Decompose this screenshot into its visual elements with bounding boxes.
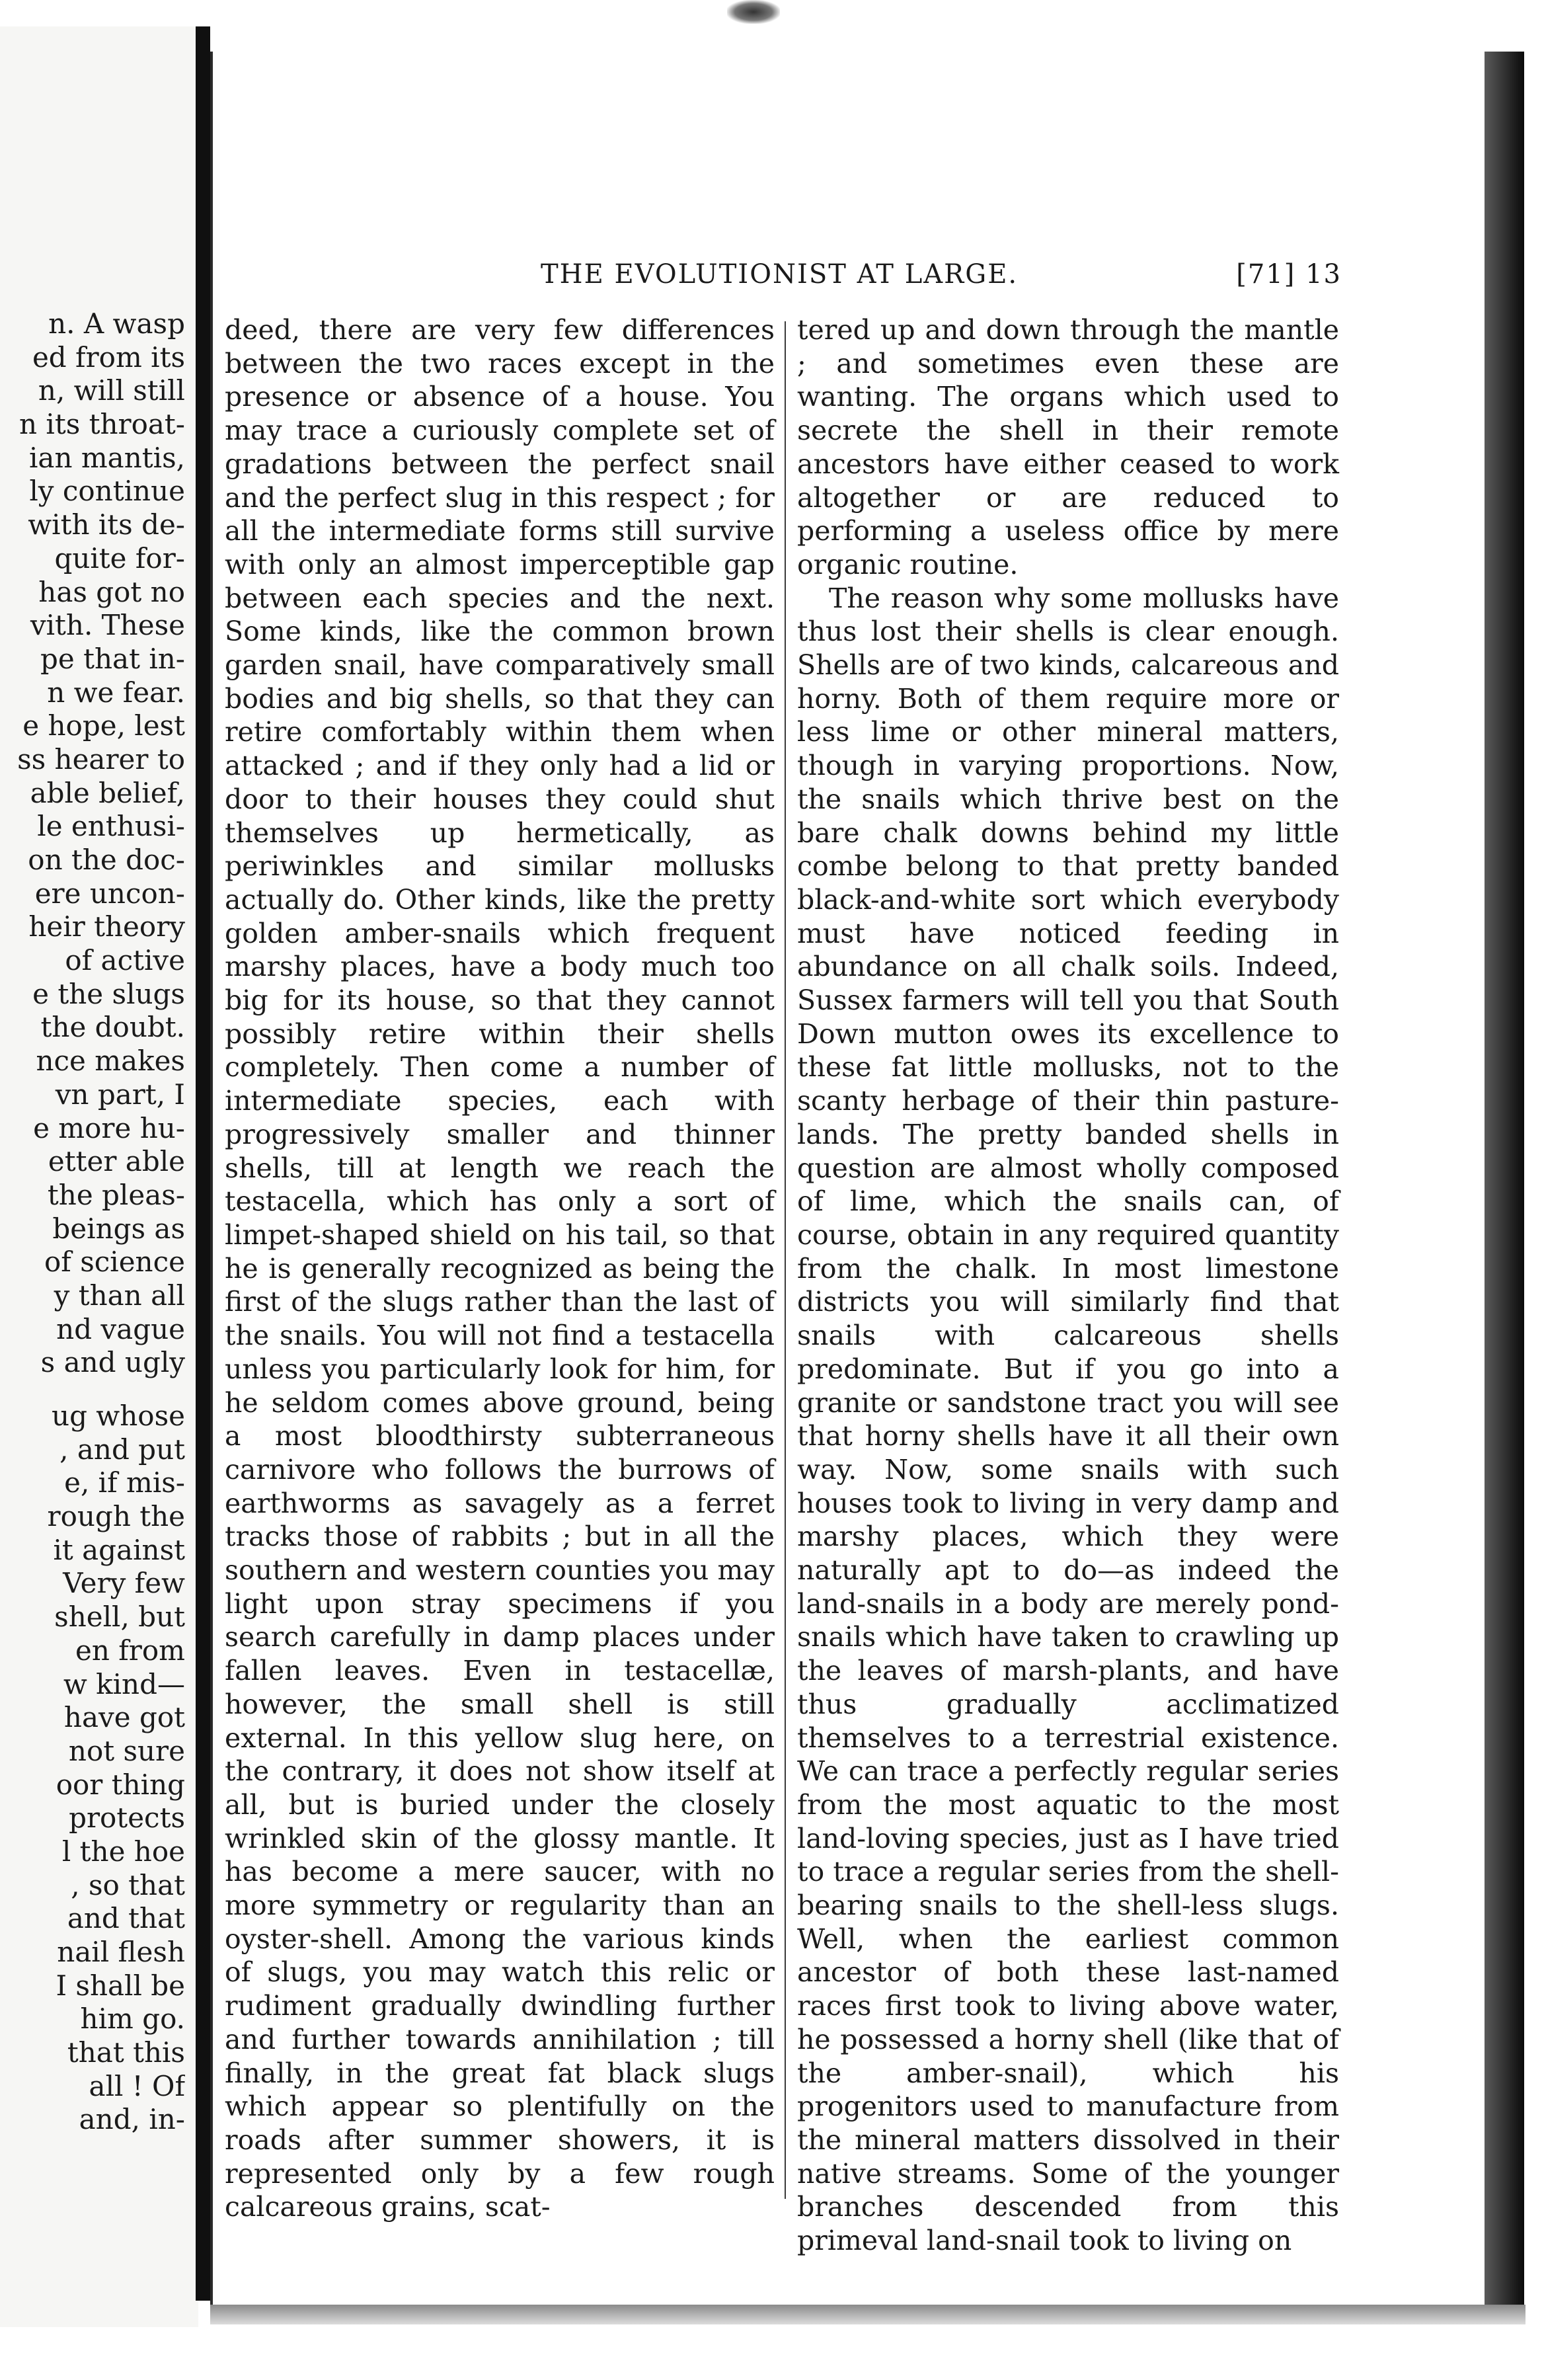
left-page-line: nd vague xyxy=(56,1312,185,1345)
left-page-line: nail flesh xyxy=(57,1936,185,1968)
left-page-text-fragments xyxy=(0,307,185,2137)
left-page-line: has got no xyxy=(38,575,185,608)
paragraph-continued: tered up and down through the mantle ; and sometimes even these are wanting. The organs which used to secrete the shell in their remote ancestors have either ceased to work altogether or are reduced to performing a useless office by mere organic routine. xyxy=(797,314,1339,580)
left-page-line: not sure xyxy=(68,1734,185,1767)
left-page-line: Very few xyxy=(63,1567,185,1600)
left-facing-page xyxy=(0,26,198,2327)
left-page-line: quite for- xyxy=(54,541,185,575)
left-page-line: shell, but xyxy=(54,1601,185,1634)
left-page-line: ed from its xyxy=(32,340,185,374)
book-gutter xyxy=(196,26,210,2301)
left-page-line: of active xyxy=(65,944,185,977)
left-page-line: e hope, lest xyxy=(22,709,185,742)
left-page-line: that this xyxy=(67,2036,185,2069)
left-page-line: n, will still xyxy=(38,374,185,407)
left-page-line: I shall be xyxy=(56,1969,185,2002)
left-page-line: him go. xyxy=(80,2003,185,2036)
page-number: [71] 13 xyxy=(1236,259,1342,290)
left-page-line: heir theory xyxy=(28,910,185,943)
left-page-line: n its throat- xyxy=(19,408,185,441)
left-page-line: on the doc- xyxy=(28,844,185,876)
left-page-line: ug whose xyxy=(52,1400,185,1432)
page-bottom-shadow xyxy=(210,2305,1525,2324)
left-page-line: all ! Of xyxy=(89,2069,185,2102)
left-page-line: rough the xyxy=(47,1500,185,1533)
left-page-line: , so that xyxy=(71,1868,185,1901)
left-page-line: s and ugly xyxy=(40,1346,185,1379)
left-page-line: beings as xyxy=(52,1212,185,1245)
left-page-line: oor thing xyxy=(56,1768,185,1801)
left-page-line: e the slugs xyxy=(32,977,185,1010)
left-page-line: ian mantis, xyxy=(28,441,185,474)
left-page-line: e, if mis- xyxy=(64,1466,185,1499)
left-page-line: etter able xyxy=(48,1145,185,1178)
ink-blot xyxy=(727,0,780,24)
left-page-line: protects xyxy=(69,1802,185,1835)
left-page-line: vith. These xyxy=(30,609,185,642)
left-page-line: and that xyxy=(67,1902,185,1935)
left-page-line: ss hearer to xyxy=(17,742,185,775)
left-page-line: ere uncon- xyxy=(34,877,185,910)
left-page-line: the pleas- xyxy=(47,1178,185,1211)
left-page-line: it against xyxy=(53,1533,185,1566)
left-page-line: nce makes xyxy=(36,1045,185,1078)
left-page-line: y than all xyxy=(54,1279,185,1312)
left-page-line: e more hu- xyxy=(33,1111,185,1144)
left-page-line: n we fear. xyxy=(47,676,185,709)
page-edge-shadow xyxy=(1485,52,1524,2313)
left-page-line: able belief, xyxy=(30,776,185,809)
left-page-line: have got xyxy=(63,1701,185,1734)
left-page-line: w kind— xyxy=(63,1667,185,1700)
left-page-line: ly continue xyxy=(29,475,185,508)
paragraph: The reason why some mollusks have thus lost their shells is clear enough. Shells are of two kinds, calcareous and horny. Both of them require more or less lime or other mineral matters, though in varying proportions. Now, the snails which thrive best on the bare chalk downs behind my little combe belong to that pretty banded black-and-white sort which everybody must have noticed feeding in abundance on all chalk soils. Indeed, Sussex farmers will tell you that South Down mutton owes its excellence to these fat little mollusks, not to the scanty herbage of their thin pasture-lands. The pretty banded shells in question are almost wholly composed of lime, which the snails can, of course, obtain in any required quantity from the chalk. In most limestone districts you will similarly find that snails with calcareous shells predominate. But if you go into a granite or sandstone tract you will see that horny shells have it all their own way. Now, some snails with such houses took to living in very damp and marshy places, which they were naturally apt to do—as indeed the land-snails in a body are merely pond-snails which have taken to crawling up the leaves of marsh-plants, and have thus gradually acclimatized themselves to a terrestrial existence. We can trace a perfectly regular series from the most aquatic to the most land-loving species, just as I have tried to trace a regular series from the shell-bearing snails to the shell-less slugs. Well, when the earliest common ancestor of both these last-named races first took to living above water, he possessed a horny shell (like that of the amber-snail), which his progenitors used to manufacture from the mineral matters dissolved in their native streams. Some of the younger branches descended from this primeval land-snail took to living on xyxy=(797,582,1339,2257)
left-page-line: with its de- xyxy=(28,508,185,541)
paragraph-gap xyxy=(0,1380,185,1400)
left-page-line: pe that in- xyxy=(40,642,185,675)
left-page-line: l the hoe xyxy=(61,1835,185,1868)
left-page-line: and, in- xyxy=(79,2103,185,2136)
right-column xyxy=(797,313,1339,2258)
running-title: THE EVOLUTIONIST AT LARGE. xyxy=(541,259,1019,290)
left-page-line: vn part, I xyxy=(55,1078,185,1111)
left-page-line: of science xyxy=(44,1246,185,1279)
paragraph-continued: deed, there are very few differences between the two races except in the presence or absence of a house. You may trace a curiously complete set of gradations between the perfect snail and the perfect slug in this respect ; for all the intermediate forms still survive with only an almost imperceptible gap between each species and the next. Some kinds, like the common brown garden snail, have comparatively small bodies and big shells, so that they can retire comfortably within them when attacked ; and if they only had a lid or door to their houses they could shut themselves up hermetically, as periwinkles and similar mollusks actually do. Other kinds, like the pretty golden amber-snails which frequent marshy places, have a body much too big for its house, so that they cannot possibly retire within their shells completely. Then come a number of intermediate species, each with progressively smaller and thinner shells, till at length we reach the testacella, which has only a sort of limpet-shaped shield on his tail, so that he is generally recognized as being the first of the slugs rather than the last of the snails. You will not find a testacella unless you particularly look for him, for he seldom comes above ground, being a most bloodthirsty subterraneous carnivore who follows the burrows of earthworms as savagely as a ferret tracks those of rabbits ; but in all the southern and western counties you may light upon stray specimens if you search carefully in damp places under fallen leaves. Even in testacellæ, however, the small shell is still external. In this yellow slug here, on the contrary, it does not show itself at all, but is buried under the closely wrinkled skin of the glossy mantle. It has become a mere saucer, with no more symmetry or regularity than an oyster-shell. Among the various kinds of slugs, you may watch this relic or rudiment gradually dwindling further and further towards annihilation ; till finally, in the great fat black slugs which appear so plentifully on the roads after summer showers, it is represented only by a few rough calcareous grains, scat- xyxy=(225,314,775,2223)
left-page-line: le enthusi- xyxy=(37,810,185,843)
left-page-line: , and put xyxy=(59,1433,185,1466)
column-rule xyxy=(785,321,786,2199)
left-column xyxy=(225,313,775,2224)
left-page-line: en from xyxy=(75,1634,185,1667)
left-page-line: the doubt. xyxy=(40,1011,185,1044)
left-page-line: n. A wasp xyxy=(48,307,185,340)
